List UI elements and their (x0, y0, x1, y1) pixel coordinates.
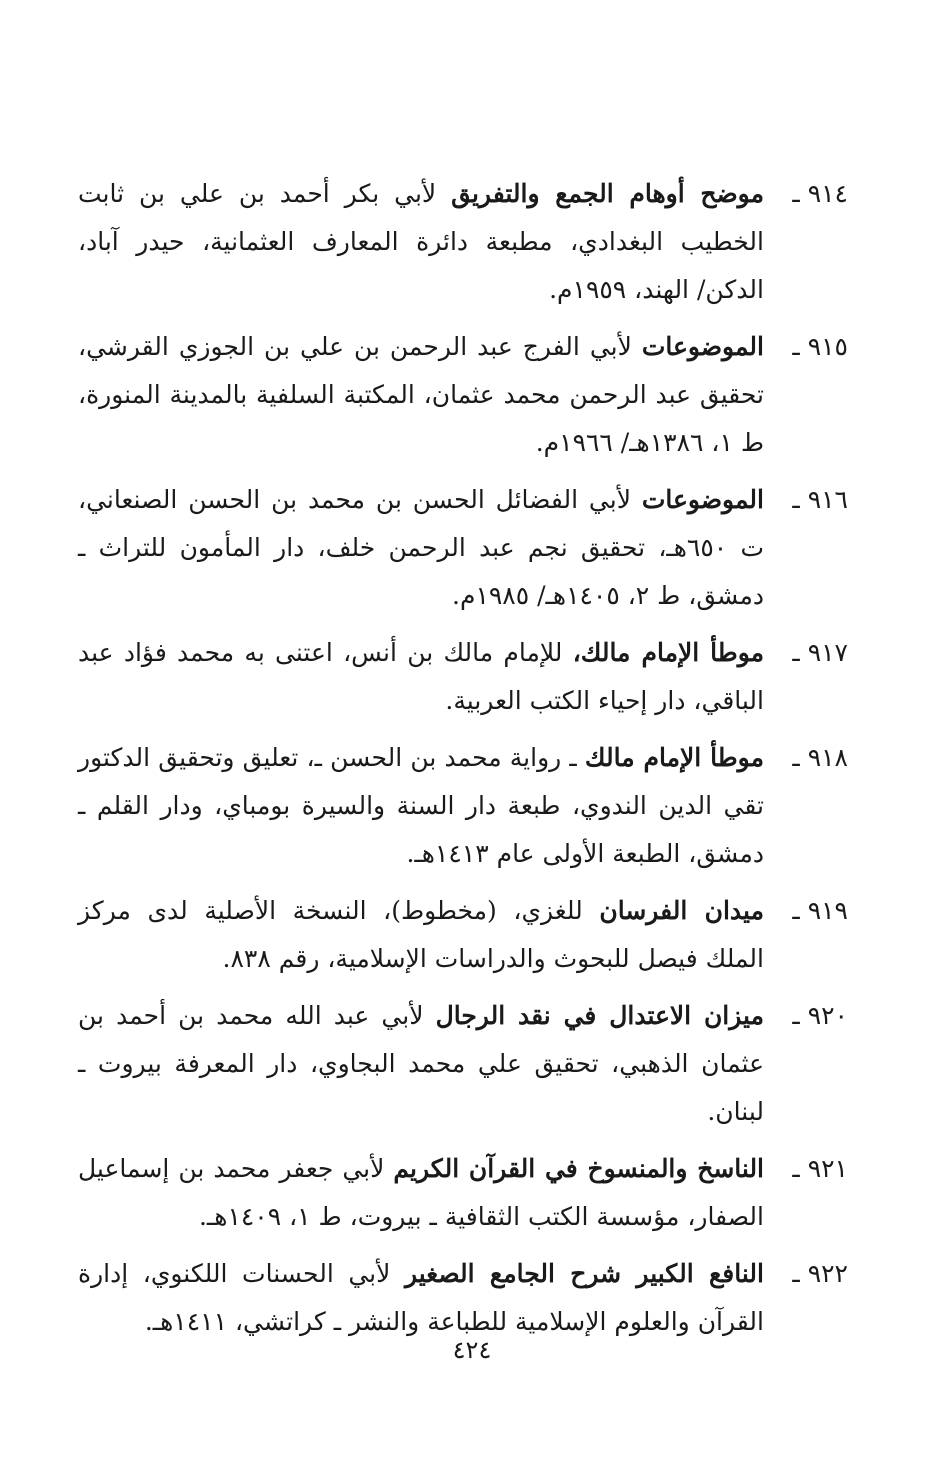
bibliography-list (78, 170, 848, 1355)
entry-details: للغزي، (مخطوط)، النسخة الأصلية لدى مركز الملك فيصل للبحوث والدراسات الإسلامية، رقم ٨٣٨. (78, 896, 764, 973)
bibliography-entry (78, 629, 848, 725)
entry-details: لأبي الحسنات اللكنوي، إدارة القرآن والعلوم الإسلامية للطباعة والنشر ـ كراتشي، ١٤١١هـ. (78, 1259, 764, 1336)
entry-body (78, 629, 764, 725)
entry-body (78, 887, 764, 983)
entry-title: الناسخ والمنسوخ في القرآن الكريم (393, 1154, 765, 1183)
bibliography-entry (78, 1145, 848, 1241)
entry-title: موطأ الإمام مالك، (572, 638, 764, 667)
entry-number: ٩١٩ ـ (792, 896, 848, 925)
bibliography-entry (78, 323, 848, 467)
entry-body (78, 1145, 764, 1241)
bibliography-entry (78, 170, 848, 314)
entry-number: ٩١٤ ـ (792, 179, 848, 208)
entry-details: لأبي جعفر محمد بن إسماعيل الصفار، مؤسسة الكتب الثقافية ـ بيروت، ط ١، ١٤٠٩هـ. (78, 1154, 764, 1231)
entry-body (78, 992, 764, 1136)
entry-title: الموضوعات (641, 485, 764, 514)
entry-title: ميزان الاعتدال في نقد الرجال (435, 1001, 764, 1030)
entry-body (78, 170, 764, 314)
bibliography-entry (78, 734, 848, 878)
entry-number: ٩٢٢ ـ (792, 1259, 848, 1288)
entry-number: ٩١٧ ـ (792, 638, 848, 667)
entry-details: لأبي بكر أحمد بن علي بن ثابت الخطيب البغدادي، مطبعة دائرة المعارف العثمانية، حيدر آباد، الدكن/ الهند، ١٩٥٩م. (78, 179, 764, 304)
entry-number: ٩١٨ ـ (792, 743, 848, 772)
bibliography-entry (78, 1250, 848, 1346)
entry-body (78, 323, 764, 467)
entry-title: ميدان الفرسان (599, 896, 764, 925)
entry-details: لأبي عبد الله محمد بن أحمد بن عثمان الذهبي، تحقيق علي محمد البجاوي، دار المعرفة بيروت ـ لبنان. (78, 1001, 764, 1126)
entry-number: ٩١٥ ـ (792, 332, 848, 361)
entry-title: الموضوعات (641, 332, 764, 361)
bibliography-entry (78, 992, 848, 1136)
entry-body (78, 1250, 764, 1346)
entry-number: ٩١٦ ـ (792, 485, 848, 514)
entry-body (78, 476, 764, 620)
entry-title: موضح أوهام الجمع والتفريق (451, 179, 764, 208)
bibliography-entry (78, 887, 848, 983)
entry-title: موطأ الإمام مالك (584, 743, 764, 772)
entry-title: النافع الكبير شرح الجامع الصغير (404, 1259, 764, 1288)
entry-details: ـ رواية محمد بن الحسن ـ، تعليق وتحقيق الدكتور تقي الدين الندوي، طبعة دار السنة والسيرة بومباي، ودار القلم ـ دمشق، الطبعة الأولى عام ١٤١٣هـ. (78, 743, 764, 868)
entry-details: للإمام مالك بن أنس، اعتنى به محمد فؤاد عبد الباقي، دار إحياء الكتب العربية. (78, 638, 764, 715)
bibliography-entry (78, 476, 848, 620)
entry-number: ٩٢٠ ـ (792, 1001, 848, 1030)
entry-details: لأبي الفرج عبد الرحمن بن علي بن الجوزي القرشي، تحقيق عبد الرحمن محمد عثمان، المكتبة السلفية بالمدينة المنورة، ط ١، ١٣٨٦هـ/ ١٩٦٦م. (78, 332, 764, 457)
entry-body (78, 734, 764, 878)
entry-details: لأبي الفضائل الحسن بن محمد بن الحسن الصنعاني، ت ٦٥٠هـ، تحقيق نجم عبد الرحمن خلف، دار المأمون للتراث ـ دمشق، ط ٢، ١٤٠٥هـ/ ١٩٨٥م. (78, 485, 765, 610)
entry-number: ٩٢١ ـ (792, 1154, 848, 1183)
page-number: ٤٢٤ (452, 1336, 492, 1364)
